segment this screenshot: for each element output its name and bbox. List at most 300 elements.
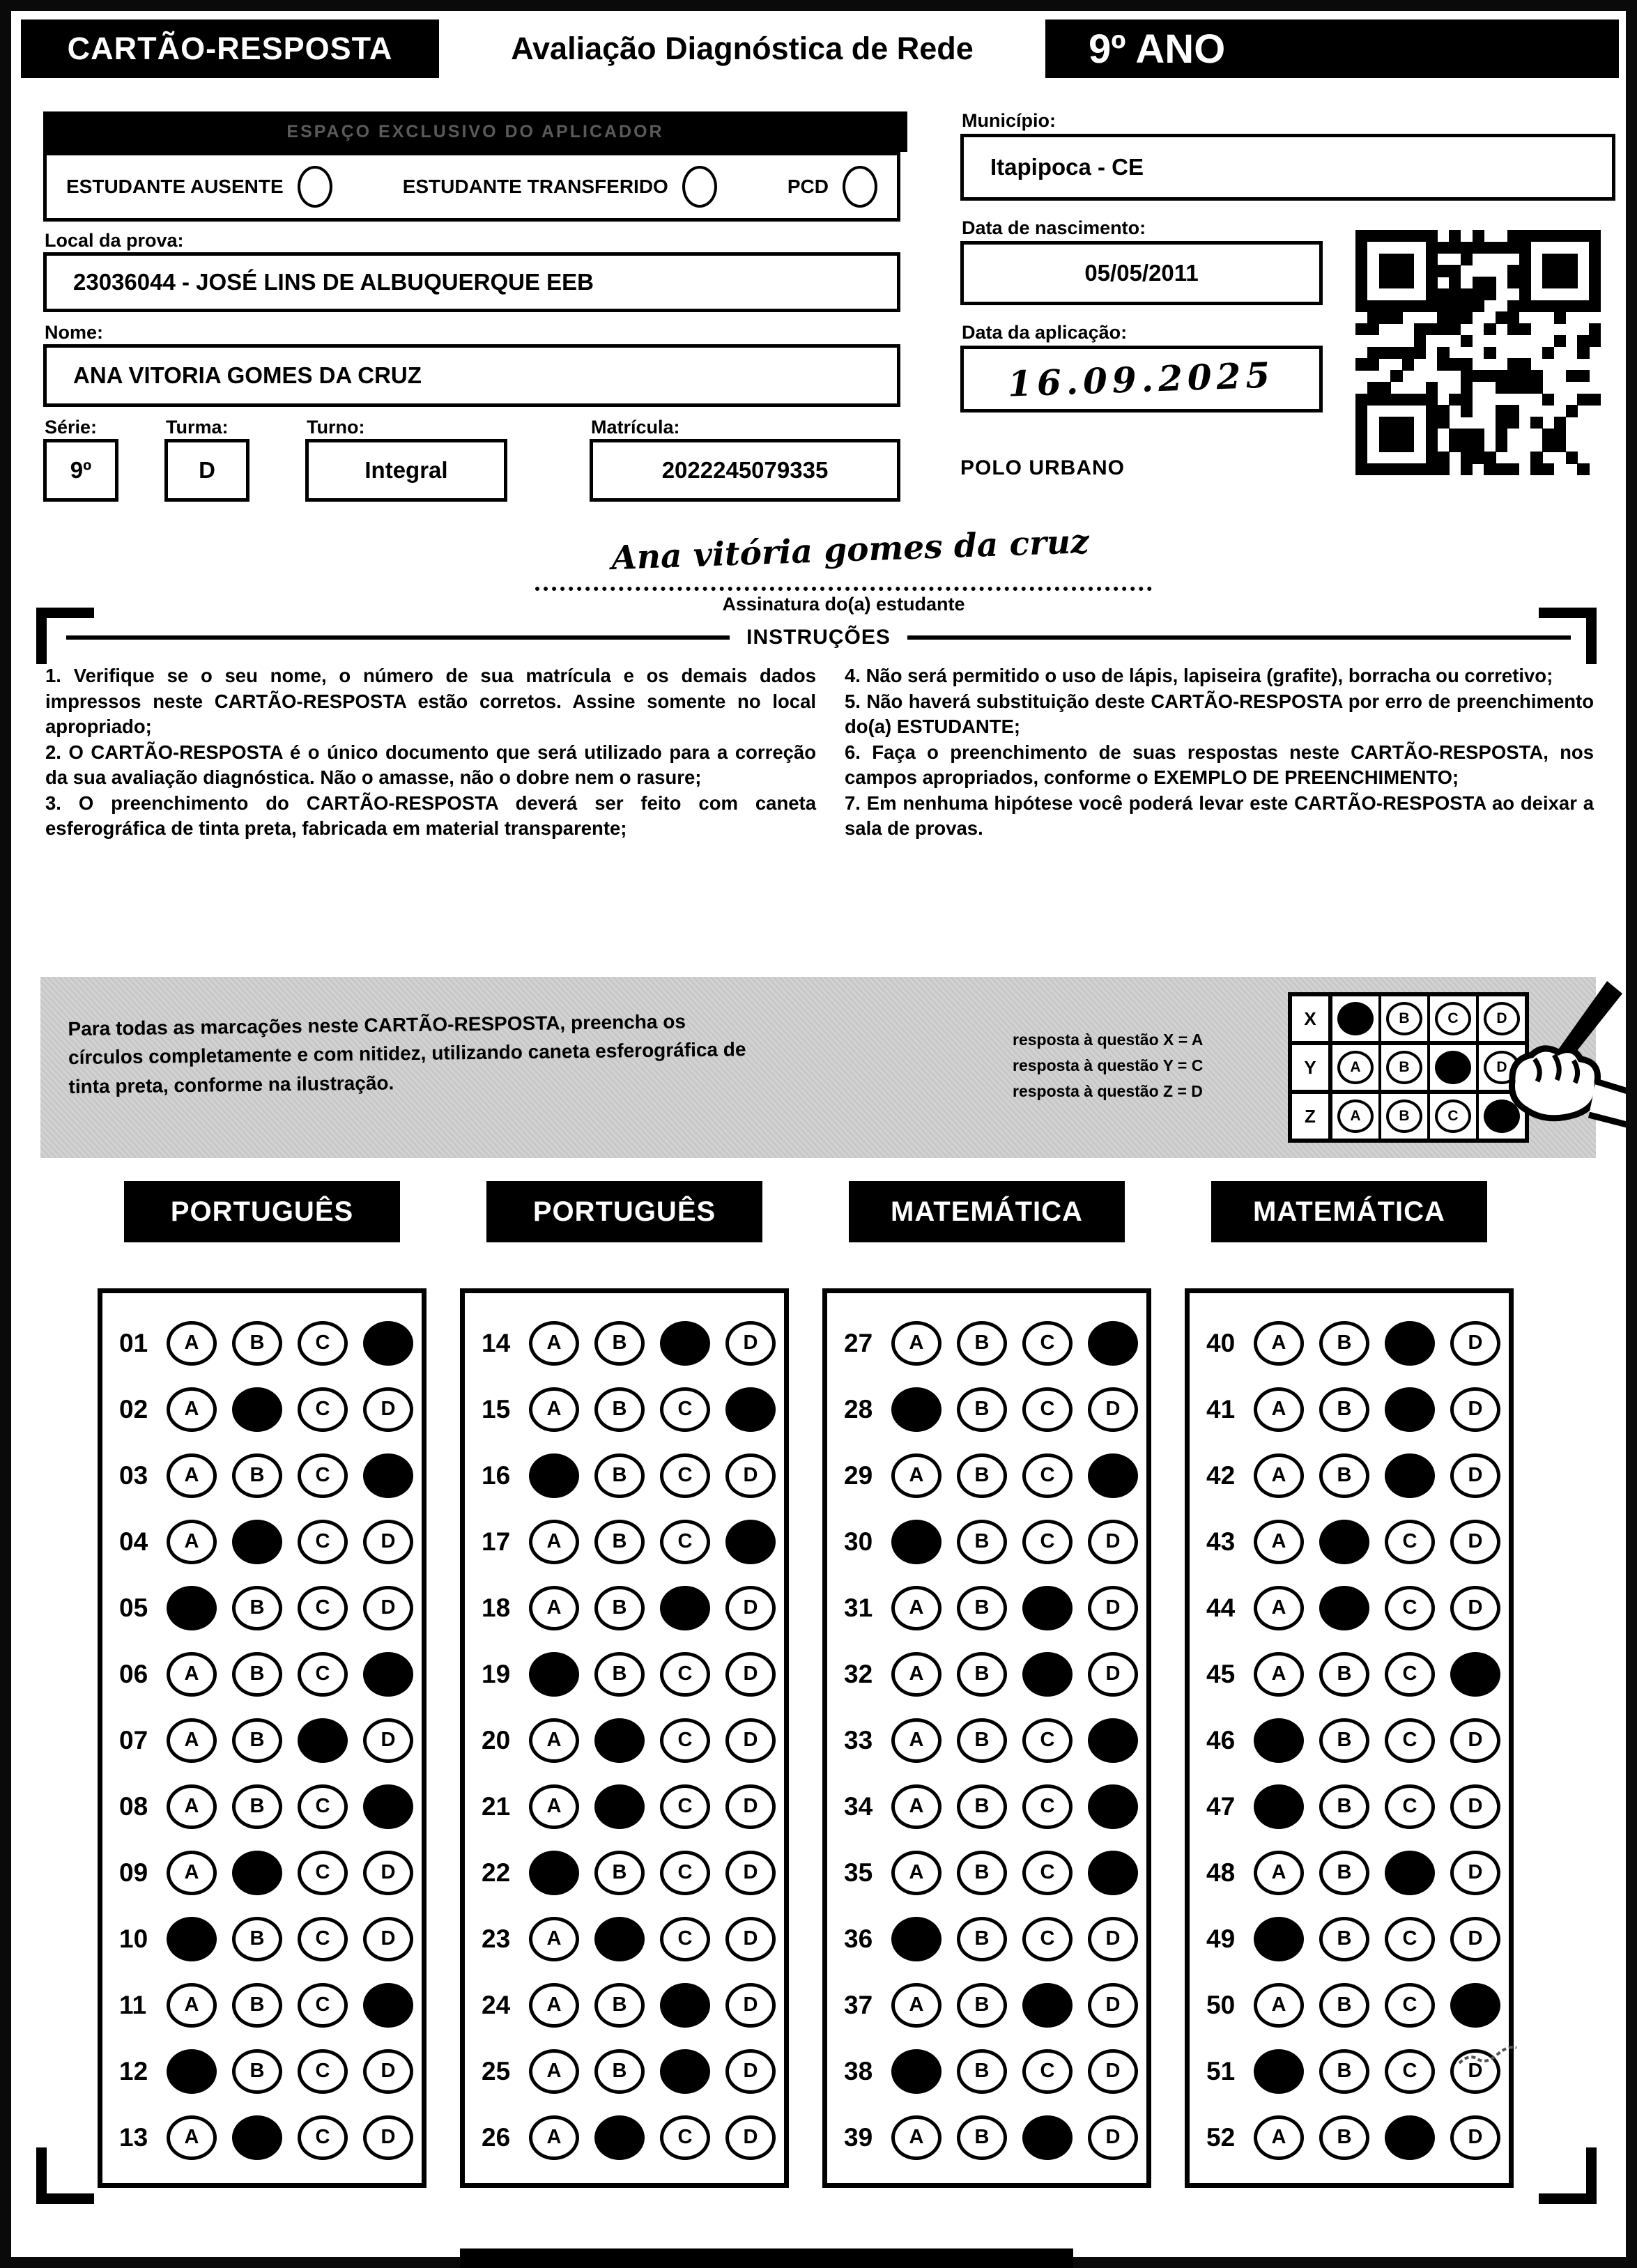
bubble-q18-D[interactable] bbox=[725, 1586, 776, 1630]
bubble-q28-C[interactable] bbox=[1022, 1387, 1073, 1432]
bubble-q27-B[interactable] bbox=[957, 1321, 1007, 1366]
bubble-q32-B[interactable] bbox=[957, 1652, 1007, 1697]
fill-example-text: Para todas as marcações neste CARTÃO-RESPOSTA, preencha os círculos completamente e com nitidez, utilizando caneta esferográfica de tinta preta, conforme na ilustração. bbox=[68, 1010, 746, 1097]
bubble-q18-B[interactable] bbox=[594, 1586, 645, 1630]
bubble-q04-A[interactable] bbox=[167, 1520, 217, 1564]
bubble-q33-B[interactable] bbox=[957, 1718, 1007, 1763]
bubble-letter: C bbox=[315, 1332, 330, 1354]
bubble-letter: D bbox=[1468, 1596, 1483, 1619]
bubble-q32-A[interactable] bbox=[891, 1652, 942, 1697]
bubble-q23-A[interactable] bbox=[529, 1917, 579, 1961]
bubble-q05-B[interactable] bbox=[232, 1586, 282, 1630]
bubble-q13-A[interactable] bbox=[167, 2115, 217, 2160]
question-number: 34 bbox=[844, 1791, 873, 1821]
bubble-q43-C[interactable] bbox=[1385, 1520, 1435, 1564]
bubble-q40-D[interactable] bbox=[1450, 1321, 1500, 1366]
example-bubble-X-B bbox=[1386, 1002, 1422, 1035]
bubble-q11-B[interactable] bbox=[232, 1983, 282, 2028]
question-number: 07 bbox=[119, 1725, 148, 1754]
bubble-q27-D[interactable] bbox=[1088, 1321, 1138, 1366]
bubble-letter: C bbox=[1402, 1729, 1417, 1751]
bubble-q36-B[interactable] bbox=[957, 1917, 1007, 1961]
question-row-24 bbox=[482, 1972, 784, 2038]
header bbox=[21, 20, 1619, 78]
question-row-21 bbox=[482, 1773, 784, 1839]
bubble-q42-B[interactable] bbox=[1319, 1453, 1369, 1498]
subject-header: PORTUGUÊS bbox=[124, 1181, 400, 1242]
bubble-q06-B[interactable] bbox=[232, 1652, 282, 1697]
question-number: 24 bbox=[482, 1990, 511, 2019]
bubble-q27-C[interactable] bbox=[1022, 1321, 1073, 1366]
bubble-q48-A[interactable] bbox=[1254, 1851, 1304, 1895]
checkbox-label: ESTUDANTE TRANSFERIDO bbox=[402, 176, 668, 197]
bubble-letter: B bbox=[249, 1927, 265, 1950]
bubble-q16-D[interactable] bbox=[725, 1453, 776, 1498]
bubble-q51-A[interactable] bbox=[1254, 2049, 1304, 2094]
bubble-letter: A bbox=[1271, 1861, 1286, 1883]
bubble-q35-C[interactable] bbox=[1022, 1851, 1073, 1895]
bubble-q20-B[interactable] bbox=[594, 1718, 645, 1763]
bubble-letter: D bbox=[381, 1530, 396, 1552]
bubble-q46-B[interactable] bbox=[1319, 1718, 1369, 1763]
bubble-q41-D[interactable] bbox=[1450, 1387, 1500, 1432]
bubble-letter: B bbox=[612, 1993, 627, 2016]
checkbox-circle-estudante-transferido[interactable] bbox=[682, 166, 717, 208]
bubble-q19-C[interactable] bbox=[660, 1652, 710, 1697]
bubble-q13-B[interactable] bbox=[232, 2115, 282, 2160]
bubble-letter: C bbox=[315, 1993, 330, 2016]
bubble-letter: D bbox=[1105, 2126, 1121, 2148]
instruction-item: 6. Faça o preenchimento de suas respostas neste CARTÃO-RESPOSTA, nos campos apropriados, conforme o EXEMPLO DE PREENCHIMENTO; bbox=[845, 741, 1594, 789]
bubble-letter: D bbox=[743, 1464, 758, 1486]
example-bubble-Z-B bbox=[1386, 1100, 1422, 1133]
bubble-q16-C[interactable] bbox=[660, 1453, 710, 1498]
bubble-q10-D[interactable] bbox=[363, 1917, 413, 1961]
bubble-q45-A[interactable] bbox=[1254, 1652, 1304, 1697]
bubble-q47-A[interactable] bbox=[1254, 1784, 1304, 1829]
bubble-q46-A[interactable] bbox=[1254, 1718, 1304, 1763]
bubble-q23-D[interactable] bbox=[725, 1917, 776, 1961]
bubble-q18-A[interactable] bbox=[529, 1586, 579, 1630]
bubble-q30-D[interactable] bbox=[1088, 1520, 1138, 1564]
applicator-checkbox-row bbox=[43, 152, 900, 222]
bubble-q08-C[interactable] bbox=[298, 1784, 348, 1829]
bubble-q02-D[interactable] bbox=[363, 1387, 413, 1432]
bubble-q49-B[interactable] bbox=[1319, 1917, 1369, 1961]
bubble-letter: D bbox=[381, 2126, 396, 2148]
question-row-11 bbox=[119, 1972, 422, 2038]
bubble-q24-D[interactable] bbox=[725, 1983, 776, 2028]
bubble-letter: D bbox=[743, 1993, 758, 2016]
bubble-q43-D[interactable] bbox=[1450, 1520, 1500, 1564]
bubble-q18-C[interactable] bbox=[660, 1586, 710, 1630]
bubble-q44-C[interactable] bbox=[1385, 1586, 1435, 1630]
bubble-letter: A bbox=[546, 1332, 562, 1354]
bubble-letter: A bbox=[184, 1663, 199, 1685]
stray-pen-mark bbox=[1457, 2038, 1519, 2073]
bubble-q49-C[interactable] bbox=[1385, 1917, 1435, 1961]
question-row-09 bbox=[119, 1839, 422, 1906]
bubble-letter: A bbox=[184, 1530, 199, 1552]
bubble-q49-D[interactable] bbox=[1450, 1917, 1500, 1961]
bubble-q12-B[interactable] bbox=[232, 2049, 282, 2094]
bubble-q20-A[interactable] bbox=[529, 1718, 579, 1763]
bubble-q09-C[interactable] bbox=[298, 1851, 348, 1895]
question-row-08 bbox=[119, 1773, 422, 1839]
bubble-q20-D[interactable] bbox=[725, 1718, 776, 1763]
bubble-q21-B[interactable] bbox=[594, 1784, 645, 1829]
bubble-letter: D bbox=[743, 1927, 758, 1950]
bubble-q25-A[interactable] bbox=[529, 2049, 579, 2094]
bubble-q03-A[interactable] bbox=[167, 1453, 217, 1498]
bubble-letter: C bbox=[315, 2126, 330, 2148]
bubble-q07-A[interactable] bbox=[167, 1718, 217, 1763]
bubble-letter: D bbox=[1468, 1464, 1483, 1486]
bubble-q37-C[interactable] bbox=[1022, 1983, 1073, 2028]
bubble-q04-C[interactable] bbox=[298, 1520, 348, 1564]
bubble-q44-B[interactable] bbox=[1319, 1586, 1369, 1630]
question-row-34 bbox=[844, 1773, 1146, 1839]
bubble-letter: B bbox=[974, 1927, 990, 1950]
question-row-47 bbox=[1206, 1773, 1509, 1839]
bubble-letter: B bbox=[1337, 1464, 1352, 1486]
bubble-q31-B[interactable] bbox=[957, 1586, 1007, 1630]
question-number: 44 bbox=[1206, 1593, 1236, 1622]
bubble-q37-B[interactable] bbox=[957, 1983, 1007, 2028]
bubble-q09-A[interactable] bbox=[167, 1851, 217, 1895]
bubble-q29-C[interactable] bbox=[1022, 1453, 1073, 1498]
nome-value-box bbox=[43, 344, 900, 407]
bubble-q10-C[interactable] bbox=[298, 1917, 348, 1961]
bubble-q14-A[interactable] bbox=[529, 1321, 579, 1366]
bubble-q31-C[interactable] bbox=[1022, 1586, 1073, 1630]
bubble-q32-D[interactable] bbox=[1088, 1652, 1138, 1697]
bubble-q06-C[interactable] bbox=[298, 1652, 348, 1697]
bubble-q22-C[interactable] bbox=[660, 1851, 710, 1895]
bubble-q15-B[interactable] bbox=[594, 1387, 645, 1432]
checkbox-circle-pcd[interactable] bbox=[843, 166, 877, 208]
bubble-q36-A[interactable] bbox=[891, 1917, 942, 1961]
bubble-q46-C[interactable] bbox=[1385, 1718, 1435, 1763]
bubble-q12-C[interactable] bbox=[298, 2049, 348, 2094]
answer-box bbox=[98, 1288, 426, 2188]
bubble-letter: C bbox=[315, 1530, 330, 1552]
bubble-q01-C[interactable] bbox=[298, 1321, 348, 1366]
question-row-45 bbox=[1206, 1641, 1509, 1707]
bubble-q25-D[interactable] bbox=[725, 2049, 776, 2094]
bubble-q38-C[interactable] bbox=[1022, 2049, 1073, 2094]
bubble-q42-A[interactable] bbox=[1254, 1453, 1304, 1498]
example-legend-line: resposta à questão Y = C bbox=[1013, 1056, 1204, 1074]
bubble-q50-A[interactable] bbox=[1254, 1983, 1304, 2028]
bubble-q29-D[interactable] bbox=[1088, 1453, 1138, 1498]
bubble-q33-C[interactable] bbox=[1022, 1718, 1073, 1763]
bubble-q34-D[interactable] bbox=[1088, 1784, 1138, 1829]
corner-bracket-bottom-right bbox=[1539, 2147, 1597, 2204]
bubble-q35-D[interactable] bbox=[1088, 1851, 1138, 1895]
question-number: 47 bbox=[1206, 1791, 1236, 1821]
bubble-q14-B[interactable] bbox=[594, 1321, 645, 1366]
bubble-q02-C[interactable] bbox=[298, 1387, 348, 1432]
bubble-letter: C bbox=[1040, 1530, 1055, 1552]
bubble-q17-D[interactable] bbox=[725, 1520, 776, 1564]
bubble-letter: B bbox=[1337, 2060, 1352, 2082]
bubble-q29-A[interactable] bbox=[891, 1453, 942, 1498]
bubble-q02-B[interactable] bbox=[232, 1387, 282, 1432]
bubble-letter: D bbox=[1468, 1927, 1483, 1950]
bubble-q31-A[interactable] bbox=[891, 1586, 942, 1630]
bubble-q05-A[interactable] bbox=[167, 1586, 217, 1630]
bubble-q33-A[interactable] bbox=[891, 1718, 942, 1763]
bubble-q49-A[interactable] bbox=[1254, 1917, 1304, 1961]
bubble-q45-B[interactable] bbox=[1319, 1652, 1369, 1697]
bubble-letter: B bbox=[249, 1993, 265, 2016]
bubble-q28-B[interactable] bbox=[957, 1387, 1007, 1432]
bubble-q32-C[interactable] bbox=[1022, 1652, 1073, 1697]
bubble-q03-B[interactable] bbox=[232, 1453, 282, 1498]
bubble-q12-D[interactable] bbox=[363, 2049, 413, 2094]
bubble-letter: C bbox=[315, 1795, 330, 1817]
bubble-q14-C[interactable] bbox=[660, 1321, 710, 1366]
bubble-q14-D[interactable] bbox=[725, 1321, 776, 1366]
bubble-letter: B bbox=[974, 1332, 990, 1354]
bubble-q47-C[interactable] bbox=[1385, 1784, 1435, 1829]
bubble-q44-A[interactable] bbox=[1254, 1586, 1304, 1630]
bubble-q11-D[interactable] bbox=[363, 1983, 413, 2028]
bubble-q30-B[interactable] bbox=[957, 1520, 1007, 1564]
bubble-q28-D[interactable] bbox=[1088, 1387, 1138, 1432]
instructions-title: INSTRUÇÕES bbox=[746, 626, 891, 649]
bubble-q04-D[interactable] bbox=[363, 1520, 413, 1564]
subject-header: PORTUGUÊS bbox=[486, 1181, 762, 1242]
bubble-q34-A[interactable] bbox=[891, 1784, 942, 1829]
bubble-q11-C[interactable] bbox=[298, 1983, 348, 2028]
bubble-q24-C[interactable] bbox=[660, 1983, 710, 2028]
bubble-q19-B[interactable] bbox=[594, 1652, 645, 1697]
bubble-q09-B[interactable] bbox=[232, 1851, 282, 1895]
bubble-q43-B[interactable] bbox=[1319, 1520, 1369, 1564]
bubble-q22-D[interactable] bbox=[725, 1851, 776, 1895]
bubble-q07-D[interactable] bbox=[363, 1718, 413, 1763]
bubble-q26-C[interactable] bbox=[660, 2115, 710, 2160]
bubble-letter: D bbox=[381, 1596, 396, 1619]
student-signature-handwriting: Ana vitória gomes da cruz bbox=[610, 523, 1090, 578]
bubble-q34-B[interactable] bbox=[957, 1784, 1007, 1829]
bubble-q24-B[interactable] bbox=[594, 1983, 645, 2028]
bubble-q39-C[interactable] bbox=[1022, 2115, 1073, 2160]
bubble-q51-C[interactable] bbox=[1385, 2049, 1435, 2094]
question-row-22 bbox=[482, 1839, 784, 1906]
bubble-letter: B bbox=[974, 1464, 990, 1486]
bubble-q30-A[interactable] bbox=[891, 1520, 942, 1564]
bubble-q52-C[interactable] bbox=[1385, 2115, 1435, 2160]
bubble-q48-D[interactable] bbox=[1450, 1851, 1500, 1895]
bubble-q36-C[interactable] bbox=[1022, 1917, 1073, 1961]
bubble-q15-C[interactable] bbox=[660, 1387, 710, 1432]
bubble-q48-B[interactable] bbox=[1319, 1851, 1369, 1895]
bubble-q30-C[interactable] bbox=[1022, 1520, 1073, 1564]
bubble-q26-D[interactable] bbox=[725, 2115, 776, 2160]
checkbox-circle-estudante-ausente[interactable] bbox=[298, 166, 332, 208]
question-row-33 bbox=[844, 1707, 1146, 1773]
bubble-q23-C[interactable] bbox=[660, 1917, 710, 1961]
bubble-q17-A[interactable] bbox=[529, 1520, 579, 1564]
bubble-q37-D[interactable] bbox=[1088, 1983, 1138, 2028]
bubble-q41-C[interactable] bbox=[1385, 1387, 1435, 1432]
bubble-q15-A[interactable] bbox=[529, 1387, 579, 1432]
example-row-label: X bbox=[1292, 996, 1332, 1041]
bubble-q08-B[interactable] bbox=[232, 1784, 282, 1829]
bubble-q39-B[interactable] bbox=[957, 2115, 1007, 2160]
bubble-q07-B[interactable] bbox=[232, 1718, 282, 1763]
bubble-q41-A[interactable] bbox=[1254, 1387, 1304, 1432]
bubble-q21-D[interactable] bbox=[725, 1784, 776, 1829]
question-number: 03 bbox=[119, 1460, 148, 1490]
bubble-q35-A[interactable] bbox=[891, 1851, 942, 1895]
checkbox-item-estudante-transferido bbox=[403, 166, 717, 208]
bubble-q05-C[interactable] bbox=[298, 1586, 348, 1630]
bubble-letter: A bbox=[184, 1464, 199, 1486]
bubble-q05-D[interactable] bbox=[363, 1586, 413, 1630]
bubble-q33-D[interactable] bbox=[1088, 1718, 1138, 1763]
bubble-q27-A[interactable] bbox=[891, 1321, 942, 1366]
bubble-letter: C bbox=[1040, 2060, 1055, 2082]
bubble-q47-D[interactable] bbox=[1450, 1784, 1500, 1829]
bubble-q12-A[interactable] bbox=[167, 2049, 217, 2094]
bubble-q16-B[interactable] bbox=[594, 1453, 645, 1498]
bubble-q01-A[interactable] bbox=[167, 1321, 217, 1366]
bubble-q24-A[interactable] bbox=[529, 1983, 579, 2028]
bubble-q35-B[interactable] bbox=[957, 1851, 1007, 1895]
bubble-q17-B[interactable] bbox=[594, 1520, 645, 1564]
bubble-q37-A[interactable] bbox=[891, 1983, 942, 2028]
bubble-q19-A[interactable] bbox=[529, 1652, 579, 1697]
bubble-letter: B bbox=[612, 1663, 627, 1685]
question-number: 41 bbox=[1206, 1394, 1236, 1424]
bubble-q36-D[interactable] bbox=[1088, 1917, 1138, 1961]
bubble-q40-B[interactable] bbox=[1319, 1321, 1369, 1366]
bubble-q39-D[interactable] bbox=[1088, 2115, 1138, 2160]
local-label: Local da prova: bbox=[45, 230, 184, 251]
bubble-q38-B[interactable] bbox=[957, 2049, 1007, 2094]
matricula-label: Matrícula: bbox=[591, 417, 680, 438]
bubble-q26-A[interactable] bbox=[529, 2115, 579, 2160]
bubble-q15-D[interactable] bbox=[725, 1387, 776, 1432]
question-row-14 bbox=[482, 1310, 784, 1376]
bubble-letter: C bbox=[677, 1729, 693, 1751]
bubble-q22-A[interactable] bbox=[529, 1851, 579, 1895]
signature-label: Assinatura do(a) estudante bbox=[722, 594, 965, 615]
bubble-q07-C[interactable] bbox=[298, 1718, 348, 1763]
question-row-31 bbox=[844, 1575, 1146, 1641]
bubble-q16-A[interactable] bbox=[529, 1453, 579, 1498]
bubble-q02-A[interactable] bbox=[167, 1387, 217, 1432]
bubble-q50-D[interactable] bbox=[1450, 1983, 1500, 2028]
bubble-q50-B[interactable] bbox=[1319, 1983, 1369, 2028]
bubble-q44-D[interactable] bbox=[1450, 1586, 1500, 1630]
bubble-letter: A bbox=[546, 1398, 562, 1420]
bubble-q51-B[interactable] bbox=[1319, 2049, 1369, 2094]
bubble-q42-D[interactable] bbox=[1450, 1453, 1500, 1498]
bubble-q19-D[interactable] bbox=[725, 1652, 776, 1697]
bubble-q40-C[interactable] bbox=[1385, 1321, 1435, 1366]
grade-label: 9º ANO bbox=[1089, 26, 1226, 72]
bubble-q46-D[interactable] bbox=[1450, 1718, 1500, 1763]
bubble-q52-A[interactable] bbox=[1254, 2115, 1304, 2160]
bubble-letter: D bbox=[1468, 2126, 1483, 2148]
bubble-q22-B[interactable] bbox=[594, 1851, 645, 1895]
bubble-q10-A[interactable] bbox=[167, 1917, 217, 1961]
bubble-letter: A bbox=[1271, 1596, 1286, 1619]
bubble-q45-D[interactable] bbox=[1450, 1652, 1500, 1697]
corner-bracket-top-left bbox=[36, 608, 94, 664]
checkbox-label: PCD bbox=[787, 176, 829, 197]
bubble-letter: A bbox=[184, 1729, 199, 1751]
bubble-letter: B bbox=[1337, 2126, 1352, 2148]
bubble-q26-B[interactable] bbox=[594, 2115, 645, 2160]
bubble-q29-B[interactable] bbox=[957, 1453, 1007, 1498]
bubble-q42-C[interactable] bbox=[1385, 1453, 1435, 1498]
bubble-q04-B[interactable] bbox=[232, 1520, 282, 1564]
bubble-letter: B bbox=[1337, 1795, 1352, 1817]
bubble-q03-C[interactable] bbox=[298, 1453, 348, 1498]
bubble-letter: A bbox=[1271, 1332, 1286, 1354]
bubble-q28-A[interactable] bbox=[891, 1387, 942, 1432]
bubble-q10-B[interactable] bbox=[232, 1917, 282, 1961]
bubble-q06-A[interactable] bbox=[167, 1652, 217, 1697]
bubble-q11-A[interactable] bbox=[167, 1983, 217, 2028]
bubble-q43-A[interactable] bbox=[1254, 1520, 1304, 1564]
bubble-q08-D[interactable] bbox=[363, 1784, 413, 1829]
question-row-10 bbox=[119, 1906, 422, 1972]
bubble-q48-C[interactable] bbox=[1385, 1851, 1435, 1895]
bubble-q47-B[interactable] bbox=[1319, 1784, 1369, 1829]
bubble-q39-A[interactable] bbox=[891, 2115, 942, 2160]
bubble-q52-B[interactable] bbox=[1319, 2115, 1369, 2160]
bubble-q06-D[interactable] bbox=[363, 1652, 413, 1697]
bubble-q40-A[interactable] bbox=[1254, 1321, 1304, 1366]
bubble-q03-D[interactable] bbox=[363, 1453, 413, 1498]
question-row-50 bbox=[1206, 1972, 1509, 2038]
bubble-q38-A[interactable] bbox=[891, 2049, 942, 2094]
bubble-q38-D[interactable] bbox=[1088, 2049, 1138, 2094]
bubble-letter: B bbox=[974, 2060, 990, 2082]
bubble-q08-A[interactable] bbox=[167, 1784, 217, 1829]
bubble-q13-D[interactable] bbox=[363, 2115, 413, 2160]
bubble-q01-B[interactable] bbox=[232, 1321, 282, 1366]
bubble-q25-C[interactable] bbox=[660, 2049, 710, 2094]
bubble-q09-D[interactable] bbox=[363, 1851, 413, 1895]
bubble-q21-A[interactable] bbox=[529, 1784, 579, 1829]
bubble-q23-B[interactable] bbox=[594, 1917, 645, 1961]
aplicacao-label: Data da aplicação: bbox=[962, 322, 1128, 343]
bubble-letter: C bbox=[1402, 2060, 1417, 2082]
bubble-q50-C[interactable] bbox=[1385, 1983, 1435, 2028]
bubble-letter: A bbox=[184, 1795, 199, 1817]
bubble-q13-C[interactable] bbox=[298, 2115, 348, 2160]
bubble-q31-D[interactable] bbox=[1088, 1586, 1138, 1630]
bubble-q21-C[interactable] bbox=[660, 1784, 710, 1829]
bubble-q52-D[interactable] bbox=[1450, 2115, 1500, 2160]
question-number: 05 bbox=[119, 1593, 148, 1622]
bubble-q41-B[interactable] bbox=[1319, 1387, 1369, 1432]
bubble-q17-C[interactable] bbox=[660, 1520, 710, 1564]
bubble-q25-B[interactable] bbox=[594, 2049, 645, 2094]
bubble-q20-C[interactable] bbox=[660, 1718, 710, 1763]
bubble-q45-C[interactable] bbox=[1385, 1652, 1435, 1697]
bubble-q34-C[interactable] bbox=[1022, 1784, 1073, 1829]
bubble-q01-D[interactable] bbox=[363, 1321, 413, 1366]
